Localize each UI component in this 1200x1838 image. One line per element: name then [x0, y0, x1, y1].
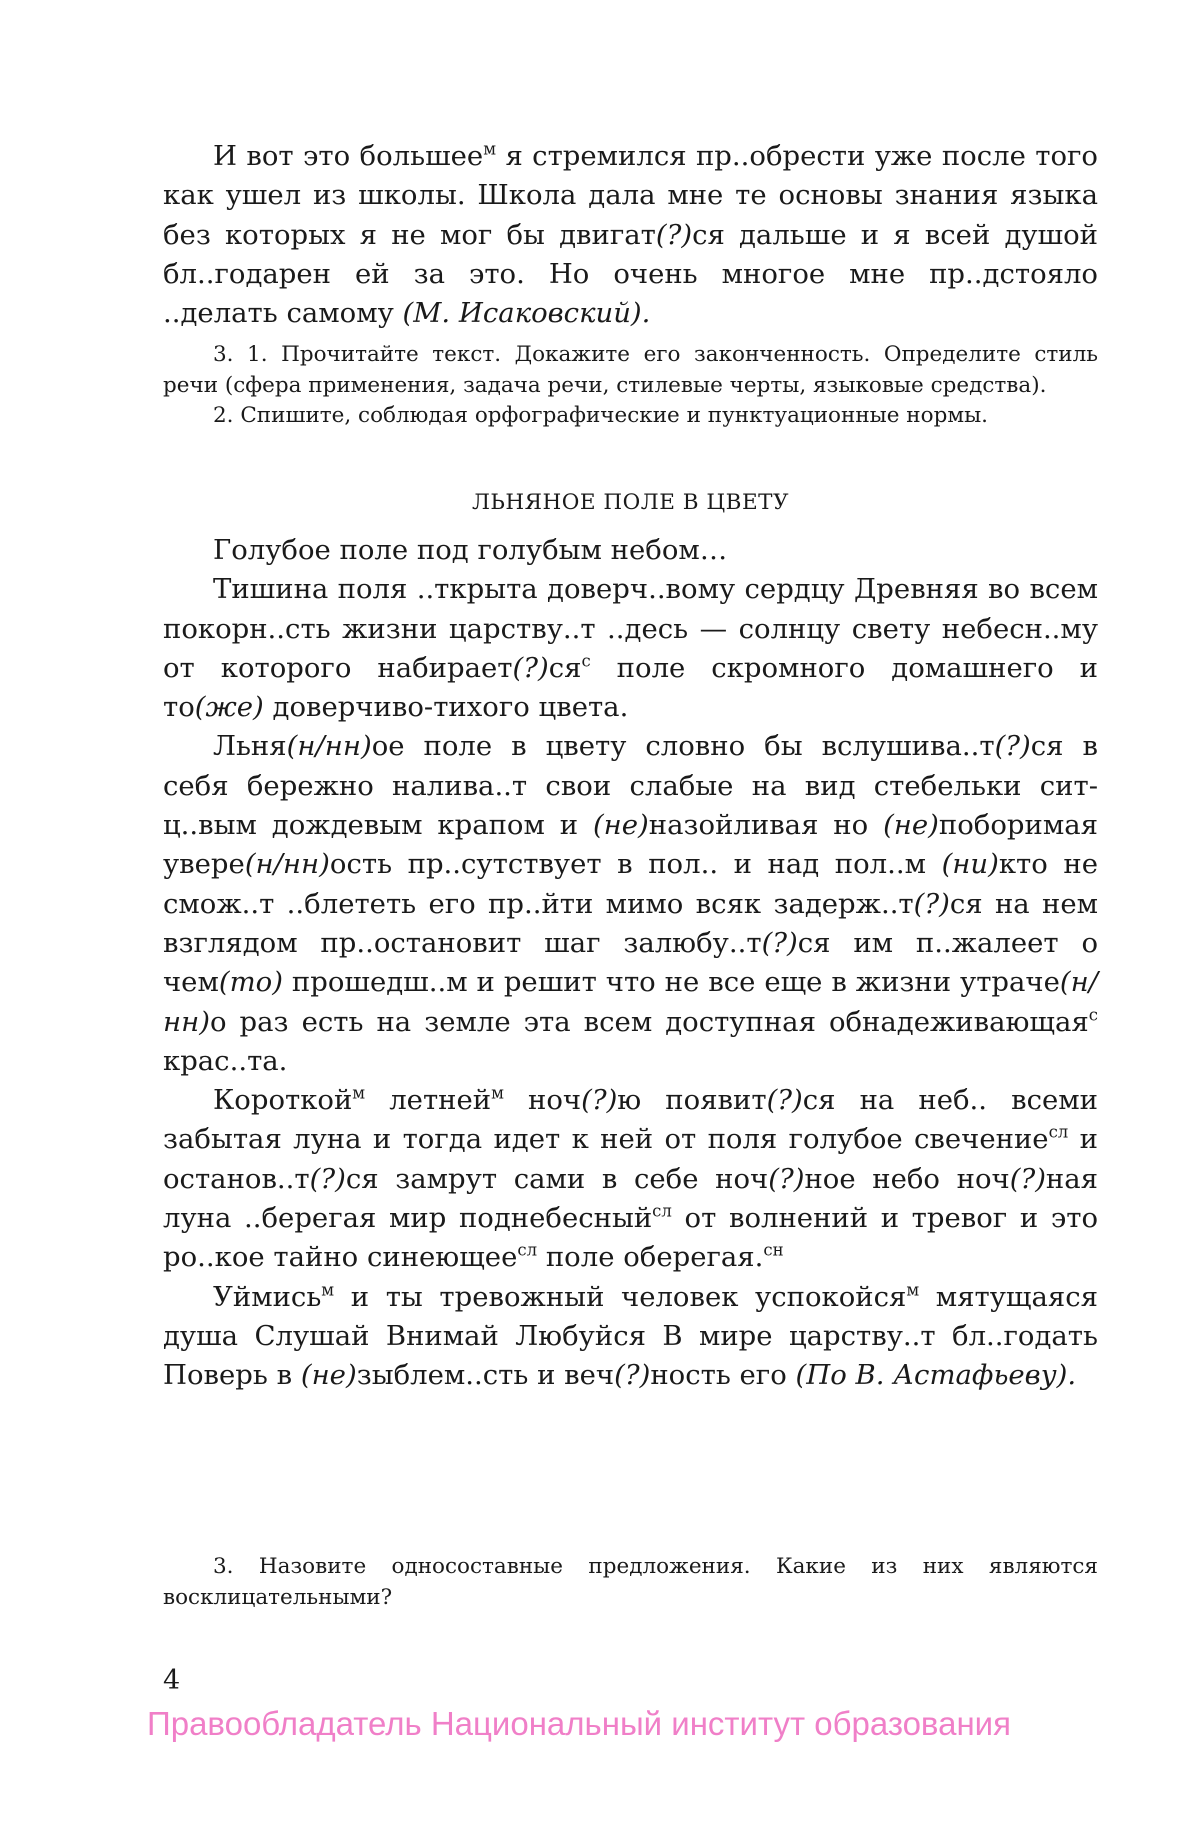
text-run: Короткой	[213, 1084, 353, 1117]
grammar-mark: сл	[1048, 1122, 1069, 1142]
italic-text-run: (М. Исаковский).	[402, 297, 651, 330]
text-run: ое поле в цвету словно бы вслушива..т	[371, 730, 995, 763]
text-run: ся замрут сами в себе ноч	[345, 1162, 769, 1195]
page-number: 4	[163, 1665, 181, 1696]
grammar-mark: м	[352, 1083, 366, 1103]
text-run: от волнений и тревог и это ро..кое тайно синеющее	[163, 1202, 1098, 1274]
question-text	[163, 1552, 1098, 1613]
text-run: поле оберегая.	[537, 1241, 764, 1274]
text-run: И вот это большее	[213, 140, 484, 172]
grammar-mark: сл	[652, 1201, 672, 1221]
text-run: Голубое поле под голубым небом…	[213, 534, 728, 566]
paragraph-5	[163, 1278, 1098, 1396]
italic-text-run: (?)	[1009, 1162, 1046, 1195]
text-run: ся им п..жалеет о чем	[163, 926, 1098, 999]
text-run: я стремился пр..обрести уже после того как ушел из школы. Школа дала мне те основы знания языка без которых я не мог бы двигат	[163, 140, 1098, 251]
grammar-mark: сл	[517, 1240, 538, 1260]
text-run: и останов..т	[163, 1123, 1098, 1195]
grammar-mark: м	[321, 1279, 335, 1299]
grammar-mark: сн	[763, 1240, 784, 1260]
italic-text-run: (?)	[614, 1359, 651, 1392]
paragraph-1	[163, 531, 1098, 570]
text-run: Тишина поля ..ткрыта доверч..вому сердцу Древняя во всем покорн..сть жизни царству..т ..десь — солнцу свету небесн..му от которого набирает	[163, 573, 1098, 684]
intro-paragraph	[163, 137, 1098, 333]
text-run: и ты тревожный человек успокойся	[334, 1280, 907, 1313]
italic-text-run: (же)	[194, 691, 264, 724]
grammar-mark: м	[483, 139, 497, 159]
text-run: крас..та.	[163, 1044, 288, 1077]
italic-text-run: (?)	[913, 887, 950, 920]
italic-text-run: (По В. Астафьеву).	[795, 1359, 1077, 1392]
text-run: летней	[365, 1084, 492, 1117]
text-run: поборимая увере	[163, 809, 1098, 881]
italic-text-run: (не)	[300, 1359, 357, 1392]
text-run: о раз есть на земле эта всем доступная обнадеживающая	[209, 1005, 1089, 1038]
grammar-mark: м	[491, 1083, 504, 1103]
italic-text-run: (?)	[761, 926, 798, 959]
intro-text	[163, 137, 1098, 333]
text-run: поле скромного домашнего и то	[163, 651, 1098, 724]
italic-text-run: (?)	[512, 651, 549, 684]
italic-text-run: (то)	[218, 966, 283, 999]
paragraph-2	[163, 570, 1098, 727]
italic-text-run: (?)	[581, 1084, 618, 1117]
task-3-question	[163, 1552, 1098, 1613]
task-3-line-2	[163, 401, 1098, 432]
text-run: ся на нем взглядом пр..остановит шаг залюбу..т	[163, 887, 1099, 959]
text-run: 3. Назовите односоставные предложения. Какие из них являются восклицательными?	[163, 1554, 1098, 1610]
text-run: ность его	[650, 1359, 796, 1392]
italic-text-run: (?)	[655, 218, 693, 251]
text-run: ся дальше и я всей душой бл..годарен ей за это. Но очень многое мне пр..дстояло ..делать самому	[163, 218, 1099, 330]
text-run: ное небо ноч	[804, 1162, 1010, 1195]
grammar-mark: с	[1088, 1004, 1098, 1024]
italic-text-run: (н/нн)	[244, 848, 330, 881]
text-run: ная луна ..берегая мир поднебесный	[163, 1162, 1098, 1235]
italic-text-run: (ни)	[941, 848, 999, 881]
italic-text-run: (?)	[766, 1084, 803, 1117]
text-run: ю появит	[617, 1084, 767, 1117]
text-title: ЛЬНЯНОЕ ПОЛЕ В ЦВЕТУ	[471, 490, 790, 515]
text-run: ноч	[503, 1084, 582, 1117]
task-3-instructions	[163, 340, 1098, 432]
text-run: доверчиво-тихого цвета.	[263, 691, 629, 724]
text-run: прошедш..м и решит что не все еще в жизни утраче	[282, 966, 1060, 999]
text-run: мятущаяся душа Слушай Внимай Любуйся В мире царству..т бл..годать Поверь в	[163, 1280, 1098, 1392]
main-text	[163, 531, 1098, 1396]
paragraph-3	[163, 727, 1098, 1081]
text-run: ся в себя бережно налива..т свои слабые на вид стебельки ситц..вым дождевым крапом и	[163, 730, 1098, 842]
grammar-mark: м	[906, 1279, 920, 1299]
text-run: ся	[548, 651, 582, 684]
text-run: 2. Спишите, соблюдая орфографические и пунктуационные нормы.	[213, 403, 989, 428]
italic-text-run: (н/нн)	[286, 730, 372, 763]
text-run: ся на неб.. всеми забытая луна и тогда идет к ней от поля голубое свечение	[163, 1084, 1098, 1156]
text-run: Льня	[213, 730, 287, 763]
text-run: ость пр..сутствует в пол.. и над пол..м	[329, 848, 942, 881]
text-run: Уймись	[213, 1280, 322, 1313]
italic-text-run: (н/нн)	[163, 966, 1098, 1038]
paragraph-4	[163, 1081, 1098, 1277]
italic-text-run: (?)	[994, 730, 1031, 763]
text-run: зыблем..сть и веч	[356, 1359, 615, 1392]
italic-text-run: (?)	[768, 1162, 805, 1195]
italic-text-run: (не)	[883, 809, 939, 842]
italic-text-run: (?)	[309, 1162, 346, 1195]
copyright-watermark: Правообладатель Национальный институт образования	[147, 1705, 1011, 1742]
text-run: назойливая но	[648, 809, 884, 842]
italic-text-run: (не)	[592, 809, 649, 842]
text-run: кто не смож..т ..блететь его пр..йти мимо всяк задерж..т	[163, 848, 1098, 920]
text-run: 3. 1. Прочитайте текст. Докажите его законченность. Определите стиль речи (сфера применения, задача речи, стилевые черты, языковые средства).	[163, 342, 1098, 398]
task-3-line-1	[163, 340, 1098, 401]
grammar-mark: с	[581, 651, 591, 671]
